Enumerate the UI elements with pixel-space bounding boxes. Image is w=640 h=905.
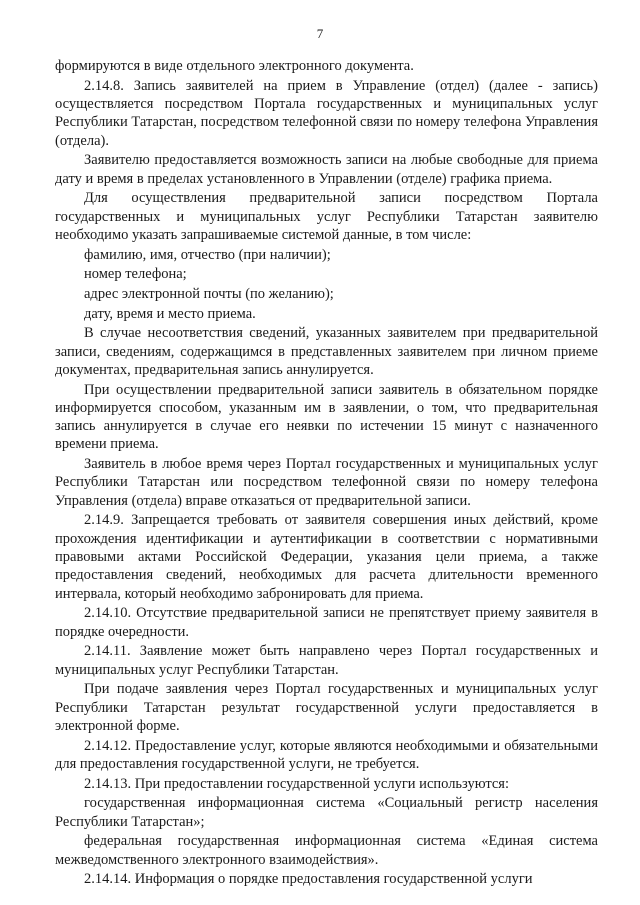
paragraph: 2.14.8. Запись заявителей на прием в Управление (отдел) (далее - запись) осуществляется посредством Портала государственных и муниципальных услуг Республики Татарстан, посредством телефонной связи по номеру телефона Управления (отдела).	[55, 77, 598, 149]
document-body	[55, 57, 598, 890]
paragraph: 2.14.9. Запрещается требовать от заявителя совершения иных действий, кроме прохождения идентификации и аутентификации в соответствии с нормативными правовыми актами Российской Федерации, указания цели приема, а также предоставления сведений, необходимых для расчета длительности временного интервала, который необходимо забронировать для приема.	[55, 512, 598, 602]
paragraph: фамилию, имя, отчество (при наличии);	[84, 246, 331, 263]
paragraph: федеральная государственная информационная система «Единая система межведомственного электронного взаимодействия».	[55, 833, 598, 868]
paragraph: При подаче заявления через Портал государственных и муниципальных услуг Республики Татарстан результат государственной услуги предоставляется в электронной форме.	[55, 681, 598, 734]
paragraph: формируются в виде отдельного электронного документа.	[55, 58, 414, 74]
paragraph: При осуществлении предварительной записи заявитель в обязательном порядке информируется способом, указанным им в заявлении, о том, что предварительная запись аннулируется в случае его неявки по истечении 15 минут с назначенного времени приема.	[55, 381, 598, 453]
paragraph: дату, время и место приема.	[84, 305, 256, 322]
page-number: 7	[316, 26, 324, 41]
paragraph: 2.14.14. Информация о порядке предоставления государственной услуги	[84, 871, 533, 888]
paragraph: 2.14.13. При предоставлении государственной услуги используются:	[84, 775, 510, 792]
paragraph: адрес электронной почты (по желанию);	[84, 285, 334, 302]
paragraph: номер телефона;	[84, 266, 187, 283]
paragraph: 2.14.12. Предоставление услуг, которые являются необходимыми и обязательными для предоставления государственной услуги, не требуется.	[55, 737, 598, 772]
paragraph: 2.14.10. Отсутствие предварительной записи не препятствует приему заявителя в порядке очередности.	[55, 605, 598, 640]
paragraph: В случае несоответствия сведений, указанных заявителем при предварительной записи, сведениям, содержащимся в представленных заявителем при личном приеме документах, предварительная запись аннулируется.	[55, 325, 598, 378]
paragraph: государственная информационная система «Социальный регистр населения Республики Татарстан»;	[55, 795, 598, 830]
paragraph: Заявителю предоставляется возможность записи на любые свободные для приема дату и время в пределах установленного в Управлении (отделе) графика приема.	[55, 152, 598, 187]
paragraph: 2.14.11. Заявление может быть направлено через Портал государственных и муниципальных услуг Республики Татарстан.	[55, 643, 598, 678]
paragraph: Заявитель в любое время через Портал государственных и муниципальных услуг Республики Татарстан или посредством телефонной связи по номеру телефона Управления (отдела) вправе отказаться от предварительной записи.	[55, 456, 598, 509]
paragraph: Для осуществления предварительной записи посредством Портала государственных и муниципальных услуг Республики Татарстан заявителю необходимо указать запрашиваемые системой данные, в том числе:	[55, 190, 598, 243]
